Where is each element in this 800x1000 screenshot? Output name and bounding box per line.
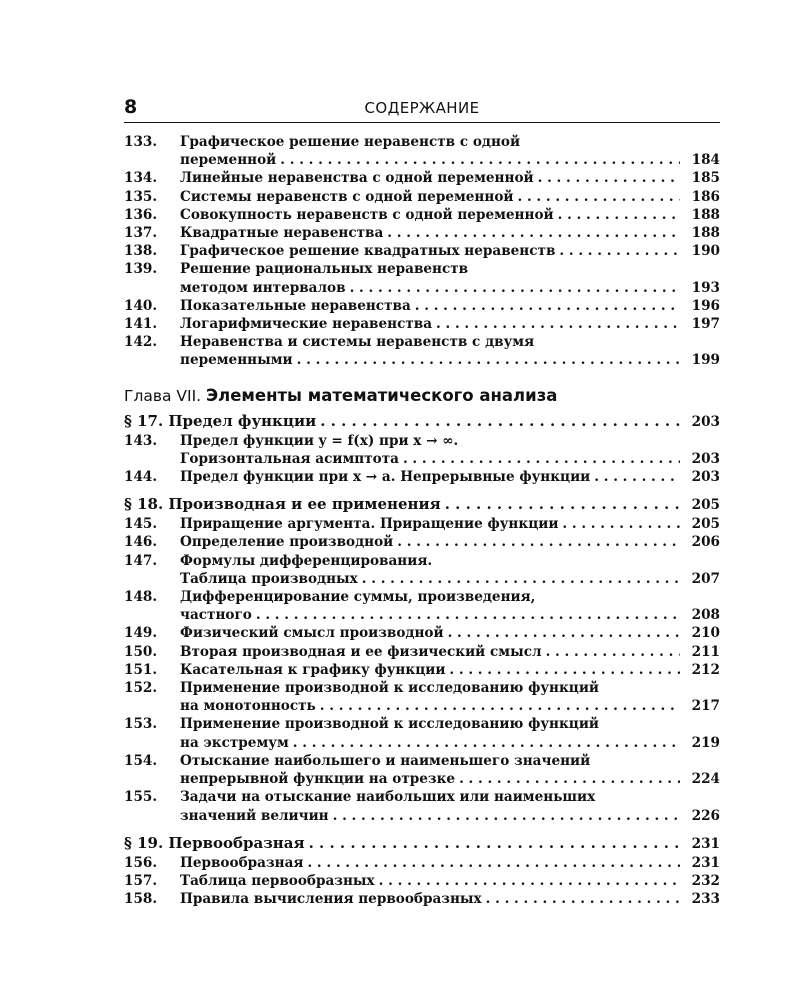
section-title: § 19. Первообразная [124,833,305,852]
entry-line: Неравенства и системы неравенств с двумя [180,334,535,351]
entry-number: 158. [124,891,158,908]
entry-page: 186 [691,188,720,205]
entry-title: Линейные неравенства с одной переменной [180,170,534,187]
page-header [124,96,720,123]
leader-dots [375,872,680,890]
entry-page: 224 [691,771,720,788]
leader-dots [303,854,680,872]
entry-number: 134. [124,170,158,187]
entry-number: 142. [124,334,158,351]
leader-dots [305,833,680,853]
toc-entry [124,588,720,624]
chapter-heading [124,386,720,405]
toc-page [124,96,720,908]
leader-dots [534,169,680,187]
toc-entry [124,872,720,890]
entry-title: частного [180,607,252,624]
entry-title: Определение производной [180,534,394,551]
entry-number: 138. [124,243,158,260]
leader-dots [383,224,680,242]
toc-entry [124,188,720,206]
entry-title: Системы неравенств с одной переменной [180,188,514,205]
entry-page: 190 [691,243,720,260]
entry-page: 210 [691,625,720,642]
entry-number: 151. [124,661,158,678]
leader-dots [542,643,680,661]
entry-title: Таблица производных [180,570,358,587]
entry-number: 154. [124,752,158,769]
entry-page: 184 [691,152,720,169]
entry-number: 145. [124,516,158,533]
leader-dots [316,411,680,431]
leader-dots [432,315,680,333]
entry-number: 153. [124,716,158,733]
section-heading-18 [124,494,720,515]
entry-page: 193 [691,279,720,296]
leader-dots [276,151,680,169]
entry-number: 149. [124,625,158,642]
entry-page: 231 [691,854,720,871]
entry-line: Задачи на отыскание наибольших или наименьших [180,789,596,806]
entry-page: 233 [691,891,720,908]
entry-number: 136. [124,206,158,223]
toc-entry [124,643,720,661]
entry-title: Графическое решение квадратных неравенств [180,243,556,260]
leader-dots [289,734,680,752]
leader-dots [455,770,680,788]
entry-number: 155. [124,789,158,806]
section-title: § 18. Производная и ее применения [124,495,441,514]
entry-title: Вторая производная и ее физический смысл [180,643,542,660]
leader-dots [252,606,680,624]
leader-dots [346,279,680,297]
chapter-title: Элементы математического анализа [206,385,558,405]
entry-title: Приращение аргумента. Приращение функции [180,516,559,533]
entry-number: 144. [124,469,158,486]
section-page: 231 [691,835,720,852]
entry-title: Касательная к графику функции [180,661,446,678]
entry-line: Формулы дифференцирования. [180,552,433,569]
leader-dots [393,533,680,551]
section-page: 205 [691,497,720,514]
leader-dots [513,188,680,206]
entry-number: 156. [124,854,158,871]
toc-list-section-19 [124,854,720,909]
entry-number: 146. [124,534,158,551]
leader-dots [555,242,680,260]
entry-page: 212 [691,661,720,678]
leader-dots [482,890,680,908]
entry-number: 152. [124,680,158,697]
section-title: § 17. Предел функции [124,411,317,430]
chapter-label: Глава VII. [124,386,202,405]
toc-entry [124,752,720,788]
leader-dots [293,351,680,369]
entry-number: 139. [124,261,158,278]
toc-entry [124,206,720,224]
entry-number: 147. [124,552,158,569]
entry-title: Логарифмические неравенства [180,316,433,333]
toc-entry [124,333,720,369]
entry-line: Графическое решение неравенств с одной [180,134,521,150]
entry-page: 196 [691,297,720,314]
toc-entry [124,661,720,679]
entry-page: 219 [691,734,720,751]
entry-title: переменными [180,352,293,369]
entry-number: 135. [124,188,158,205]
entry-title: методом интервалов [180,279,346,296]
leader-dots [329,807,680,825]
toc-entry [124,679,720,715]
entry-page: 199 [691,352,720,369]
entry-title: на экстремум [180,734,289,751]
toc-entry [124,315,720,333]
page-number: 8 [124,96,138,118]
leader-dots [358,570,680,588]
entry-page: 217 [691,698,720,715]
entry-title: Квадратные неравенства [180,225,384,242]
entry-page: 185 [691,170,720,187]
toc-entry [124,854,720,872]
toc-entry [124,788,720,824]
entry-line: Отыскание наибольшего и наименьшего значений [180,752,591,769]
entry-title: Первообразная [180,854,304,871]
running-title: СОДЕРЖАНИЕ [364,99,480,117]
entry-page: 203 [691,450,720,467]
entry-line: Применение производной к исследованию функций [180,716,600,733]
entry-number: 137. [124,225,158,242]
toc-entry [124,533,720,551]
toc-entry [124,432,720,468]
toc-entry [124,715,720,751]
entry-page: 208 [691,607,720,624]
toc-entry [124,468,720,486]
entry-title: переменной [180,152,277,169]
entry-page: 188 [691,206,720,223]
entry-page: 232 [691,872,720,889]
entry-title: Горизонтальная асимптота [180,450,399,467]
section-page: 203 [691,413,720,430]
leader-dots [445,661,680,679]
toc-list-section-18 [124,515,720,824]
leader-dots [411,297,680,315]
entry-line: Предел функции y = f(x) при x → ∞. [180,432,459,449]
entry-title: Показательные неравенства [180,297,411,314]
entry-page: 206 [691,534,720,551]
entry-title: Правила вычисления первообразных [180,891,482,908]
section-heading-17 [124,411,720,432]
entry-page: 226 [691,807,720,824]
entry-title: на монотонность [180,698,316,715]
leader-dots [444,624,680,642]
entry-title: Совокупность неравенств с одной переменной [180,206,554,223]
entry-number: 150. [124,643,158,660]
toc-entry [124,552,720,588]
entry-page: 197 [691,316,720,333]
leader-dots [441,494,680,514]
leader-dots [558,515,680,533]
entry-page: 203 [691,469,720,486]
entry-page: 188 [691,225,720,242]
entry-page: 207 [691,570,720,587]
entry-title: значений величин [180,807,329,824]
leader-dots [399,450,680,468]
entry-number: 140. [124,297,158,314]
entry-number: 133. [124,134,158,150]
toc-entry [124,515,720,533]
entry-title: непрерывной функции на отрезке [180,771,456,788]
entry-line: Решение рациональных неравенств [180,261,469,278]
leader-dots [316,697,680,715]
entry-number: 157. [124,872,158,889]
toc-entry [124,297,720,315]
entry-page: 211 [691,643,720,660]
toc-entry [124,260,720,296]
toc-entry [124,133,720,169]
entry-page: 205 [691,516,720,533]
leader-dots [590,468,680,486]
entry-number: 143. [124,432,158,449]
toc-entry [124,242,720,260]
entry-title: Таблица первообразных [180,872,375,889]
toc-list-chapter-vi-end [124,133,720,370]
entry-number: 141. [124,316,158,333]
toc-entry [124,169,720,187]
entry-number: 148. [124,589,158,606]
toc-entry [124,890,720,908]
toc-entry [124,624,720,642]
toc-entry [124,224,720,242]
entry-line: Применение производной к исследованию функций [180,680,600,697]
entry-line: Дифференцирование суммы, произведения, [180,589,536,606]
leader-dots [554,206,680,224]
entry-title: Физический смысл производной [180,625,444,642]
section-heading-19 [124,833,720,854]
entry-title: Предел функции при x → a. Непрерывные функции [180,469,591,486]
